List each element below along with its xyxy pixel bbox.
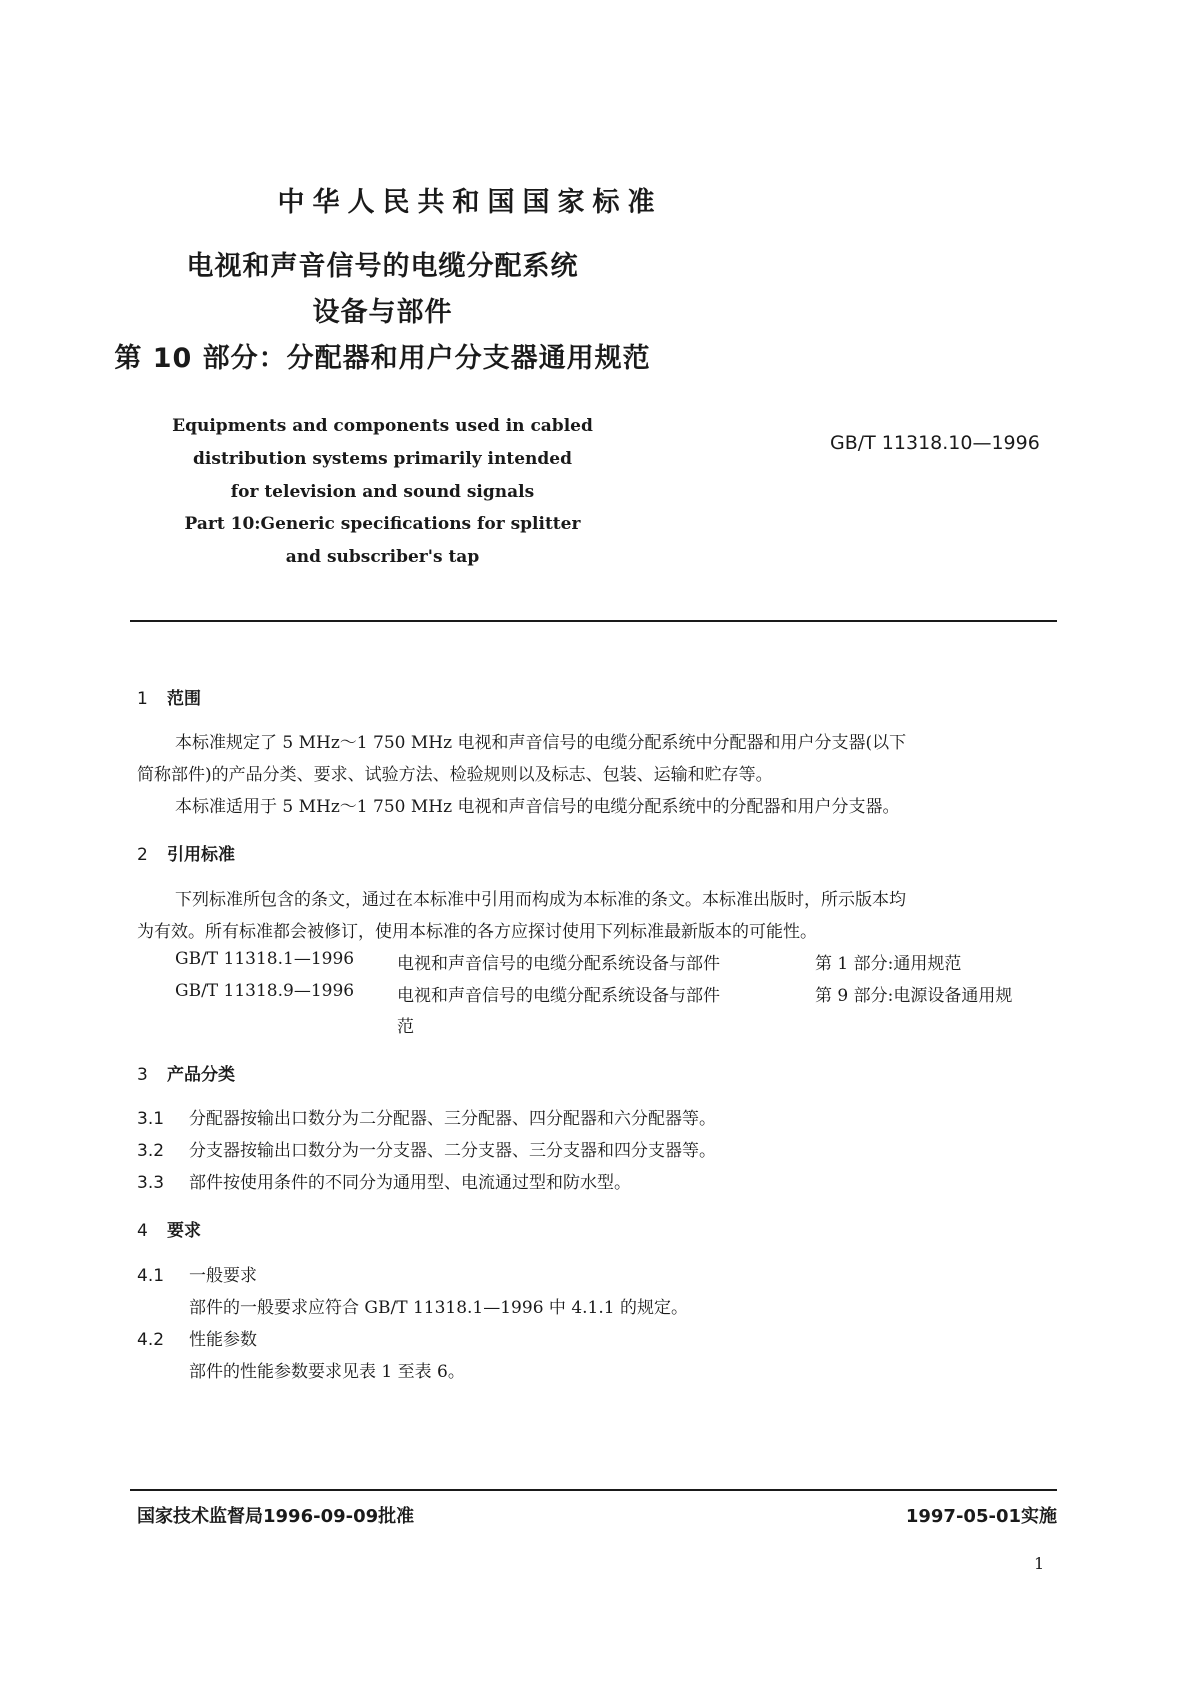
section-2-title: 引用标准 [167,845,235,865]
page-number: 1 [1034,1554,1045,1573]
section-2-number: 2 [137,845,148,865]
item-number: 3.3 [137,1173,165,1193]
title-en-line-3: for television and sound signals [230,482,535,502]
section-4-1-heading [137,1261,257,1286]
item-title: 性能参数 [189,1330,257,1350]
reference-2-part: 第 9 部分:电源设备通用规 [815,986,1013,1006]
title-en-line-5: and subscriber's tap [285,547,480,567]
section-4-1-text: 部件的一般要求应符合 GB/T 11318.1—1996 中 4.1.1 的规定。 [189,1298,688,1318]
section-1-number: 1 [137,689,148,709]
reference-2-code: GB/T 11318.9—1996 [175,981,355,1001]
section-2-paragraph-line-2: 为有效。所有标准都会被修订，使用本标准的各方应探讨使用下列标准最新版本的可能性。 [137,922,817,942]
section-4-number: 4 [137,1221,148,1241]
section-3-heading [137,1060,235,1085]
item-number: 4.2 [137,1330,165,1350]
effective-date: 1997-05-01实施 [905,1506,1057,1527]
section-4-title: 要求 [167,1221,201,1241]
section-3-item [137,1136,716,1161]
section-4-heading [137,1216,201,1241]
item-text: 分支器按输出口数分为一分支器、二分支器、三分支器和四分支器等。 [189,1141,716,1161]
section-1-title: 范围 [167,689,201,709]
approval-date: 国家技术监督局1996-09-09批准 [137,1506,415,1527]
reference-1-part: 第 1 部分:通用规范 [815,954,962,974]
section-1-paragraph-2: 本标准适用于 5 MHz～1 750 MHz 电视和声音信号的电缆分配系统中的分配器和用户分支器。 [175,797,900,817]
item-text: 部件按使用条件的不同分为通用型、电流通过型和防水型。 [189,1173,631,1193]
title-zh-line-1: 电视和声音信号的电缆分配系统 [186,251,579,282]
section-1-heading [137,684,201,709]
title-en-line-4: Part 10:Generic specifications for splitter [184,514,581,534]
section-2-paragraph-line-1: 下列标准所包含的条文，通过在本标准中引用而构成为本标准的条文。本标准出版时，所示版本均 [175,890,906,910]
section-2-heading [137,840,235,865]
reference-1-code: GB/T 11318.1—1996 [175,949,355,969]
reference-1-title: 电视和声音信号的电缆分配系统设备与部件 [397,954,720,974]
section-3-number: 3 [137,1065,148,1085]
item-title: 一般要求 [189,1266,257,1286]
title-en-line-2: distribution systems primarily intended [193,449,572,469]
title-zh-line-3: 第 10 部分：分配器和用户分支器通用规范 [114,343,651,374]
section-3-title: 产品分类 [167,1065,235,1085]
national-standard-heading: 中华人民共和国国家标准 [277,187,663,218]
item-number: 4.1 [137,1266,165,1286]
section-3-item [137,1104,716,1129]
item-text: 分配器按输出口数分为二分配器、三分配器、四分配器和六分配器等。 [189,1109,716,1129]
header-rule [130,620,1057,622]
title-en-line-1: Equipments and components used in cabled [172,416,593,436]
title-zh-line-2: 设备与部件 [312,297,453,328]
item-number: 3.1 [137,1109,165,1129]
standard-code: GB/T 11318.10—1996 [830,432,1040,454]
section-4-2-text: 部件的性能参数要求见表 1 至表 6。 [189,1362,465,1382]
reference-2-title: 电视和声音信号的电缆分配系统设备与部件 [397,986,720,1006]
section-3-item [137,1168,631,1193]
section-4-2-heading [137,1325,257,1350]
section-1-paragraph-1-line-2: 简称部件)的产品分类、要求、试验方法、检验规则以及标志、包装、运输和贮存等。 [137,765,773,785]
reference-2-continuation: 范 [397,1017,414,1037]
footer-rule [130,1489,1057,1491]
section-1-paragraph-1-line-1: 本标准规定了 5 MHz～1 750 MHz 电视和声音信号的电缆分配系统中分配器和用户分支器(以下 [175,733,907,753]
item-number: 3.2 [137,1141,165,1161]
